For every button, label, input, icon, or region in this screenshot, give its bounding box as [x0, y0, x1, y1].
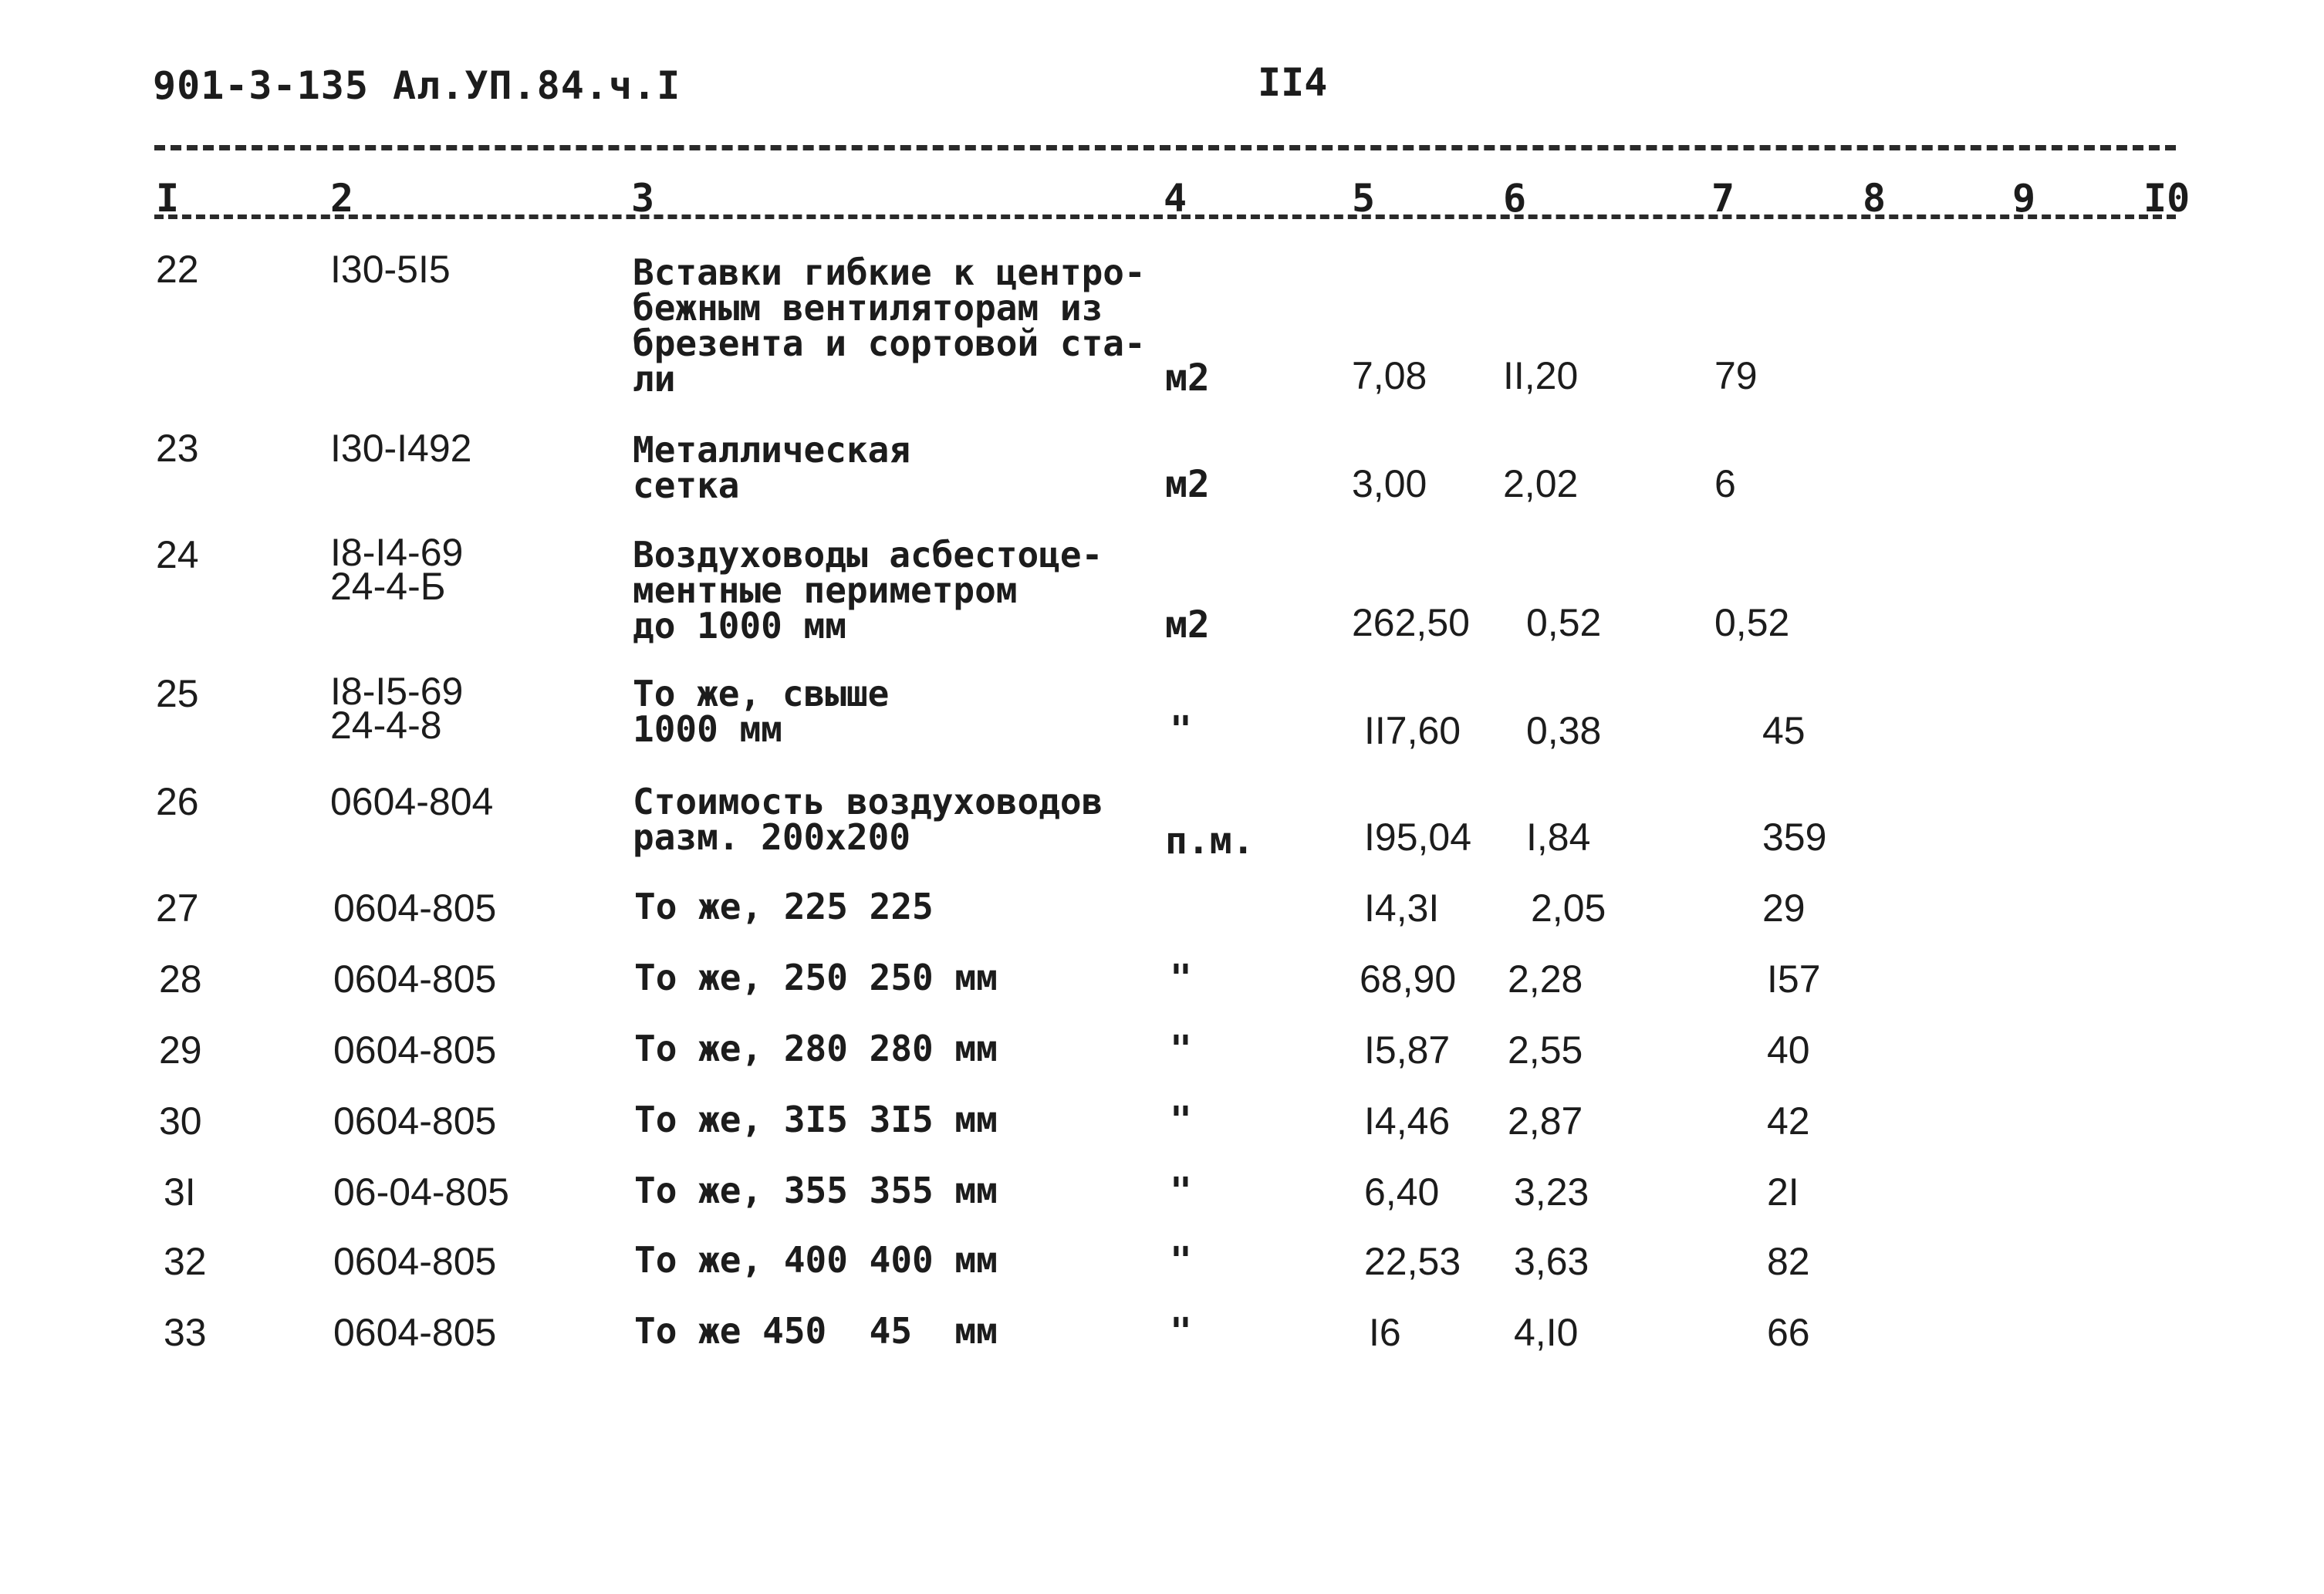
row-total: I57	[1767, 957, 1821, 1001]
row-total: 66	[1767, 1311, 1810, 1354]
row-code: I8-I5-69 24-4-8	[330, 670, 464, 747]
row-unit: м2	[1165, 356, 1210, 400]
row-unit: м2	[1165, 463, 1210, 506]
row-total: 82	[1767, 1240, 1810, 1283]
row-number: 25	[156, 672, 199, 715]
row-quantity: 3,00	[1352, 462, 1427, 505]
row-code: 06-04-805	[333, 1170, 509, 1214]
row-number: 30	[159, 1099, 202, 1143]
row-number: 33	[164, 1311, 207, 1354]
column-rule	[154, 214, 2176, 219]
row-total: 359	[1762, 816, 1827, 859]
row-quantity: 22,53	[1364, 1240, 1461, 1283]
row-code: 0604-805	[333, 886, 497, 930]
row-unit: п.м.	[1165, 819, 1255, 863]
document-code: 901-3-135 Ал.УП.84.ч.I	[153, 63, 681, 108]
row-price: 2,28	[1508, 957, 1583, 1001]
row-total: 0,52	[1714, 601, 1790, 644]
row-quantity: 6,40	[1364, 1170, 1440, 1214]
row-quantity: I4,46	[1364, 1099, 1451, 1143]
row-unit: "	[1170, 1170, 1192, 1213]
row-code: 0604-805	[333, 1311, 497, 1354]
row-description: То же, 400 400 мм	[634, 1239, 998, 1281]
row-description: Вставки гибкие к центро- бежным вентиляторам из брезента и сортовой ста- ли	[633, 252, 1146, 400]
row-number: 29	[159, 1028, 202, 1072]
row-description: То же, 3I5 3I5 мм	[634, 1099, 998, 1140]
row-code: 0604-804	[330, 780, 494, 823]
row-number: 22	[156, 248, 199, 291]
row-price: 0,52	[1526, 601, 1602, 644]
row-quantity: I5,87	[1364, 1028, 1451, 1072]
row-code: 0604-805	[333, 1099, 497, 1143]
row-price: 3,63	[1514, 1240, 1589, 1283]
row-number: 32	[164, 1240, 207, 1283]
column-number: I	[156, 176, 180, 221]
row-description: Металлическая сетка	[633, 429, 911, 506]
row-description: То же, свыше 1000 мм	[633, 673, 890, 750]
row-number: 28	[159, 957, 202, 1001]
row-description: То же, 280 280 мм	[634, 1028, 998, 1069]
row-price: 4,I0	[1514, 1311, 1579, 1354]
row-quantity: II7,60	[1364, 709, 1461, 752]
row-total: 79	[1714, 354, 1758, 397]
row-code: I30-I492	[330, 427, 472, 470]
column-number: 7	[1711, 176, 1735, 221]
row-total: 45	[1762, 709, 1805, 752]
row-price: 0,38	[1526, 709, 1602, 752]
row-quantity: 262,50	[1352, 601, 1470, 644]
row-number: 3I	[164, 1170, 196, 1214]
page-number: II4	[1258, 60, 1328, 105]
row-price: 2,02	[1503, 462, 1579, 505]
row-total: 6	[1714, 462, 1736, 505]
row-code: 0604-805	[333, 957, 497, 1001]
row-unit: "	[1170, 708, 1192, 751]
row-code: I8-I4-69 24-4-Б	[330, 531, 464, 608]
row-number: 27	[156, 886, 199, 930]
row-total: 29	[1762, 886, 1805, 930]
row-price: 2,05	[1531, 886, 1606, 930]
row-code: I30-5I5	[330, 248, 451, 291]
row-unit: "	[1170, 1099, 1192, 1142]
row-price: 2,55	[1508, 1028, 1583, 1072]
column-number: 9	[2012, 176, 2036, 221]
column-number: 2	[330, 176, 354, 221]
row-unit: "	[1170, 1028, 1192, 1071]
row-quantity: 7,08	[1352, 354, 1427, 397]
row-unit: м2	[1165, 603, 1210, 647]
row-price: 3,23	[1514, 1170, 1589, 1214]
row-description: Воздуховоды асбестоце- ментные периметром до 1000 мм	[633, 534, 1103, 647]
row-price: 2,87	[1508, 1099, 1583, 1143]
column-number: 3	[631, 176, 655, 221]
row-unit: "	[1170, 1310, 1192, 1353]
row-code: 0604-805	[333, 1240, 497, 1283]
column-number: 8	[1863, 176, 1887, 221]
row-quantity: 68,90	[1360, 957, 1457, 1001]
row-quantity: I95,04	[1364, 816, 1472, 859]
column-number: 4	[1164, 176, 1187, 221]
row-description: Стоимость воздуховодов разм. 200х200	[633, 781, 1103, 858]
row-price: II,20	[1503, 354, 1579, 397]
row-total: 2I	[1767, 1170, 1799, 1214]
row-description: То же 450 45 мм	[634, 1310, 998, 1352]
row-total: 40	[1767, 1028, 1810, 1072]
column-number: I0	[2143, 176, 2191, 221]
row-number: 24	[156, 533, 199, 576]
row-description: То же, 250 250 мм	[634, 957, 998, 998]
column-number: 6	[1503, 176, 1527, 221]
row-price: I,84	[1526, 816, 1591, 859]
row-total: 42	[1767, 1099, 1810, 1143]
row-quantity: I4,3I	[1364, 886, 1440, 930]
row-code: 0604-805	[333, 1028, 497, 1072]
row-description: То же, 225 225	[634, 886, 934, 927]
row-number: 26	[156, 780, 199, 823]
header-rule	[154, 145, 2176, 150]
row-unit: "	[1170, 957, 1192, 1000]
row-quantity: I6	[1369, 1311, 1401, 1354]
row-description: То же, 355 355 мм	[634, 1170, 998, 1211]
row-unit: "	[1170, 1239, 1192, 1282]
column-number: 5	[1352, 176, 1376, 221]
row-number: 23	[156, 427, 199, 470]
